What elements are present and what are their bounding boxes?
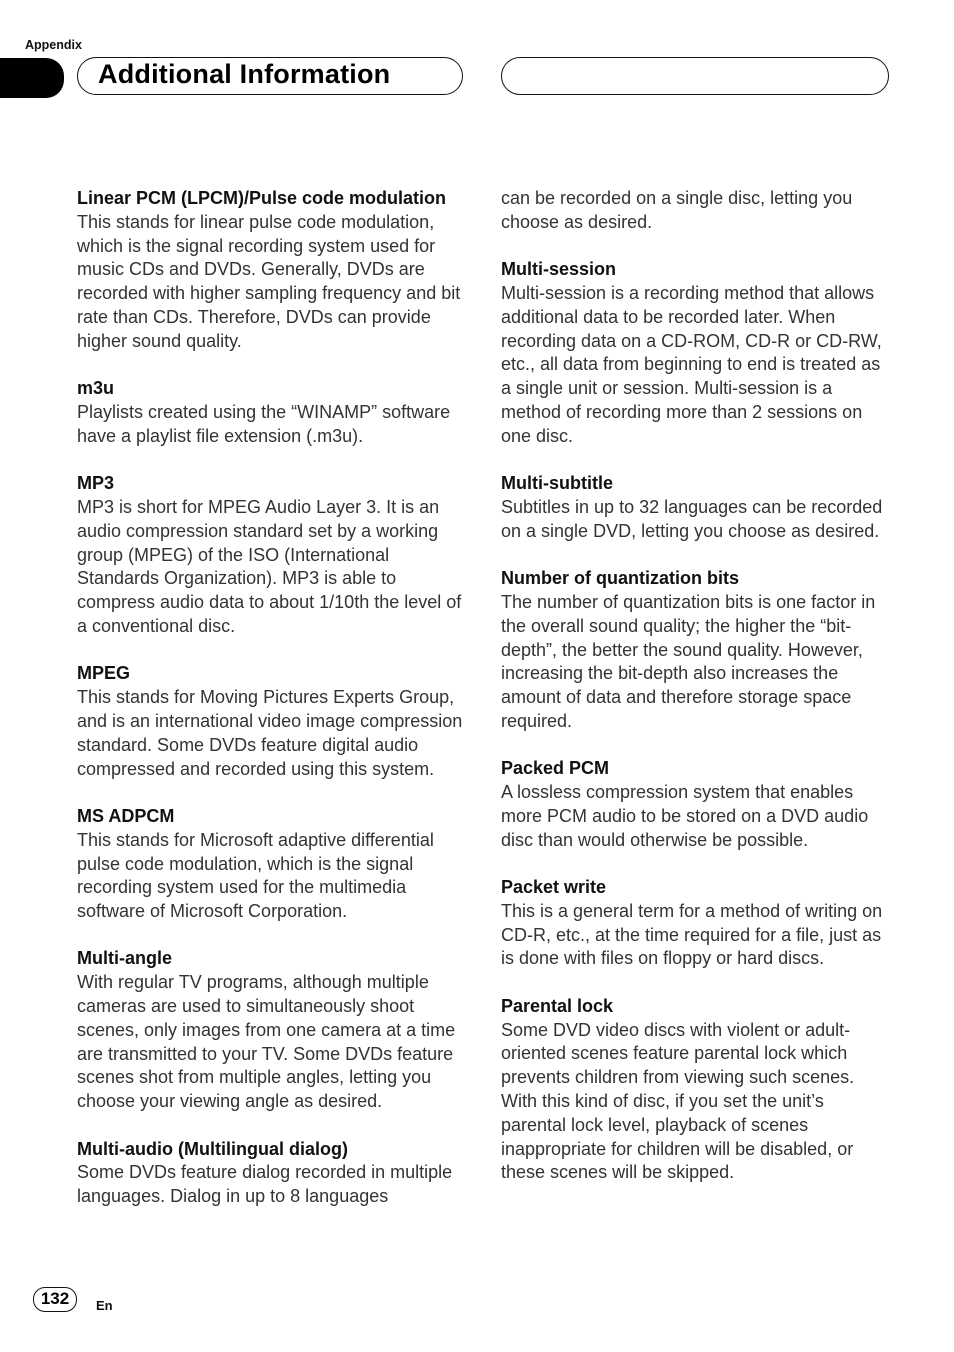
entry-title: Packed PCM	[501, 758, 610, 779]
entry-title: Multi-session	[501, 259, 617, 280]
entry-body: Playlists created using the “WINAMP” software have a playlist file extension (.m3u).	[77, 401, 451, 446]
page-title: Additional Information	[98, 59, 391, 89]
entry-body: Some DVDs feature dialog recorded in multiple languages. Dialog in up to 8 languages	[77, 1162, 453, 1207]
entry-body: This is a general term for a method of writing on CD-R, etc., at the time required for a file, just as is done with files on floppy or hard discs.	[501, 900, 883, 969]
entry-title: m3u	[77, 378, 115, 399]
glossary-entry	[77, 662, 467, 781]
glossary-entry	[501, 567, 891, 734]
glossary-entry	[501, 472, 891, 543]
entry-body: MP3 is short for MPEG Audio Layer 3. It is an audio compression standard set by a working group (MPEG) of the ISO (International Standards Organization). MP3 is able to compress audio data to about 1/10th the level of a conventional disc.	[77, 496, 462, 636]
entry-body: Some DVD video discs with violent or adult-oriented scenes feature parental lock which prevents children from viewing such scenes. With this kind of disc, if you set the unit’s parental lock level, playback of scenes inappropriate for children will be disabled, or these scenes will be skipped.	[501, 1019, 855, 1183]
entry-body: With regular TV programs, although multiple cameras are used to simultaneously shoot scenes, only images from one camera at a time are transmitted to your TV. Some DVDs feature scenes shot from multiple angles, letting you choose your viewing angle as desired.	[77, 972, 456, 1112]
entry-title: Multi-audio (Multilingual dialog)	[77, 1138, 348, 1159]
glossary-entry	[77, 377, 467, 448]
glossary-entry	[77, 1138, 467, 1209]
entry-body: This stands for Moving Pictures Experts Group, and is an international video image compression standard. Some DVDs feature digital audio compressed and recorded using this system.	[77, 687, 463, 779]
continued-text: can be recorded on a single disc, letting you choose as desired.	[501, 188, 853, 232]
entry-body: A lossless compression system that enables more PCM audio to be stored on a DVD audio disc than would otherwise be possible.	[501, 782, 869, 850]
title-box	[77, 57, 463, 95]
entry-title: Number of quantization bits	[501, 568, 739, 589]
entry-title: Multi-subtitle	[501, 473, 613, 494]
entry-title: MPEG	[77, 663, 131, 684]
entry-title: MP3	[77, 473, 115, 494]
entry-title: Parental lock	[501, 995, 614, 1016]
glossary-entry	[77, 472, 467, 639]
left-column	[77, 187, 467, 1233]
glossary-entry	[77, 187, 467, 354]
glossary-entry	[501, 757, 891, 852]
entry-body: This stands for linear pulse code modulation, which is the signal recording system used for music CDs and DVDs. Generally, DVDs are recorded with higher sampling frequency and bit rate than CDs. Therefore, DVDs can provide higher sound quality.	[77, 211, 461, 351]
entry-title: Linear PCM (LPCM)/Pulse code modulation	[77, 188, 447, 208]
empty-header-box	[501, 57, 889, 95]
entry-title: Multi-angle	[77, 948, 172, 969]
entry-title: MS ADPCM	[77, 805, 175, 826]
section-tab	[0, 58, 64, 98]
glossary-entry	[501, 995, 891, 1185]
glossary-entry	[77, 805, 467, 924]
glossary-entry	[77, 947, 467, 1114]
glossary-entry	[501, 876, 891, 971]
language-code: En	[96, 1298, 113, 1313]
entry-title: Packet write	[501, 877, 607, 898]
entry-body: The number of quantization bits is one factor in the overall sound quality; the higher the “bit-depth”, the better the sound quality. However, increasing the bit-depth also increases the amount of data and therefore storage space required.	[501, 591, 876, 731]
entry-body: This stands for Microsoft adaptive differential pulse code modulation, which is the signal recording system used for the multimedia software of Microsoft Corporation.	[77, 829, 434, 922]
glossary-entry	[501, 258, 891, 448]
entry-body: Multi-session is a recording method that allows additional data to be recorded later. When recording data on a CD-ROM, CD-R or CD-RW, etc., all data from beginning to end is treated as a single unit or session. Multi-session is a method of recording more than 2 sessions on one disc.	[501, 282, 882, 446]
appendix-label: Appendix	[25, 38, 82, 52]
entry-body: Subtitles in up to 32 languages can be recorded on a single DVD, letting you choose as desired.	[501, 496, 883, 541]
page-number: 132	[33, 1287, 77, 1312]
right-column	[501, 187, 891, 1209]
